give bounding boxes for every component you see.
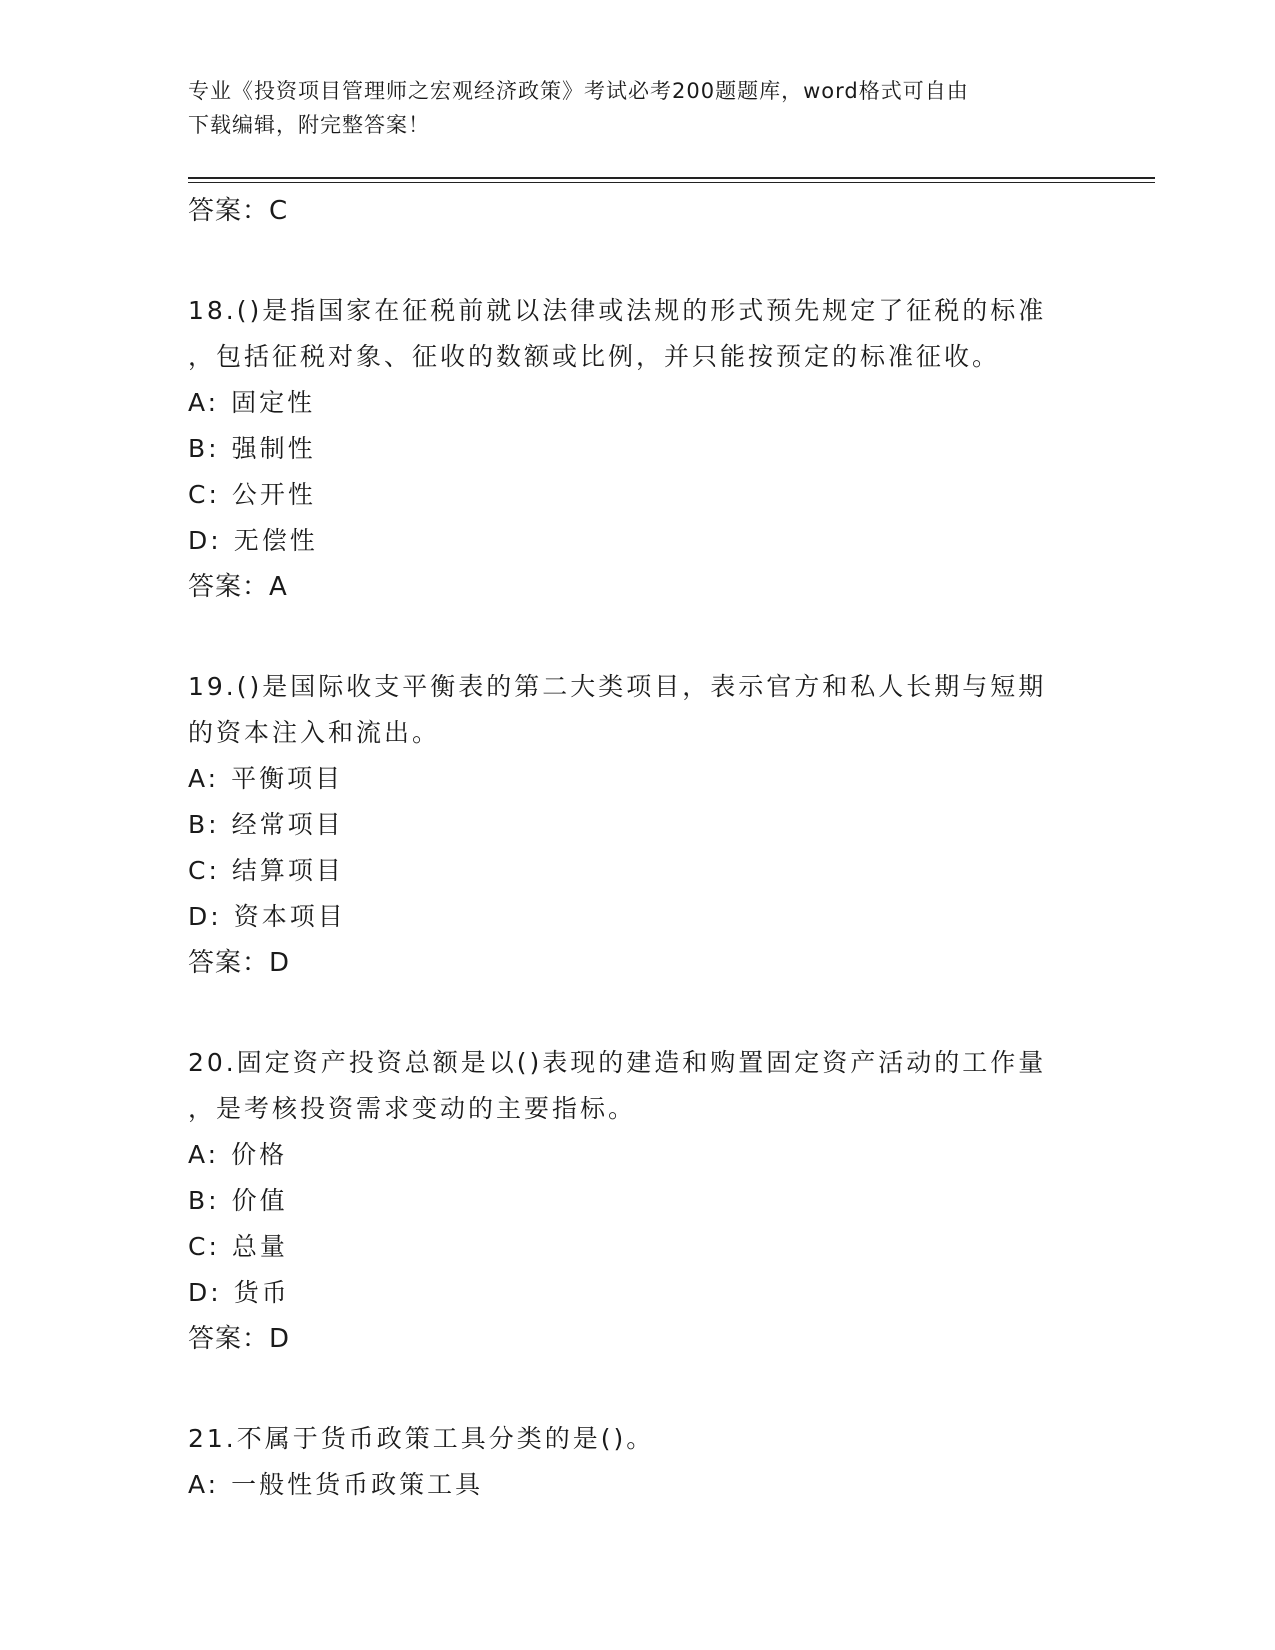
answer-label: 答案：A xyxy=(188,572,288,602)
question-18 xyxy=(188,288,1088,610)
option-c xyxy=(188,472,1088,518)
question-stem-line: 21.不属于货币政策工具分类的是()。 xyxy=(188,1424,655,1453)
option-text: 资本项目 xyxy=(233,902,346,931)
option-text: 经常项目 xyxy=(231,810,344,839)
option-key: C: xyxy=(188,480,220,509)
option-b xyxy=(188,1178,1088,1224)
document-header xyxy=(188,74,1088,142)
option-a xyxy=(188,756,1088,802)
header-divider-thick xyxy=(188,177,1155,179)
option-key: D: xyxy=(188,526,222,555)
option-key: D: xyxy=(188,902,222,931)
option-a xyxy=(188,1132,1088,1178)
option-c xyxy=(188,848,1088,894)
option-d xyxy=(188,1270,1088,1316)
option-a xyxy=(188,380,1088,426)
option-key: C: xyxy=(188,1232,220,1261)
option-key: C: xyxy=(188,856,220,885)
answer-label: 答案：D xyxy=(188,1324,291,1354)
option-text: 价值 xyxy=(231,1186,288,1215)
question-stem-line: 19.()是国际收支平衡表的第二大类项目，表示官方和私人长期与短期 xyxy=(188,672,1047,701)
option-b xyxy=(188,426,1088,472)
option-text: 公开性 xyxy=(231,480,316,509)
option-text: 一般性货币政策工具 xyxy=(231,1470,484,1499)
option-key: D: xyxy=(188,1278,222,1307)
option-text: 总量 xyxy=(231,1232,288,1261)
header-divider-thin xyxy=(188,182,1155,183)
header-line-1: 专业《投资项目管理师之宏观经济政策》考试必考200题题库，word格式可自由 xyxy=(188,79,969,103)
option-text: 价格 xyxy=(231,1140,288,1169)
option-c xyxy=(188,1224,1088,1270)
question-stem-line: 20.固定资产投资总额是以()表现的建造和购置固定资产活动的工作量 xyxy=(188,1048,1047,1077)
question-stem-line: 的资本注入和流出。 xyxy=(188,718,441,747)
option-d xyxy=(188,894,1088,940)
option-key: A: xyxy=(188,1140,220,1169)
question-stem-line: ，是考核投资需求变动的主要指标。 xyxy=(188,1094,637,1123)
question-21 xyxy=(188,1416,1088,1508)
option-key: A: xyxy=(188,388,220,417)
option-key: B: xyxy=(188,1186,220,1215)
question-stem-line: ，包括征税对象、征收的数额或比例，并只能按预定的标准征收。 xyxy=(188,342,1001,371)
option-text: 强制性 xyxy=(231,434,316,463)
previous-answer: 答案：C xyxy=(188,196,289,226)
option-key: B: xyxy=(188,810,220,839)
option-text: 结算项目 xyxy=(231,856,344,885)
option-text: 无偿性 xyxy=(233,526,318,555)
option-text: 固定性 xyxy=(231,388,316,417)
answer-label: 答案：D xyxy=(188,948,291,978)
option-a xyxy=(188,1462,1088,1508)
question-stem-line: 18.()是指国家在征税前就以法律或法规的形式预先规定了征税的标准 xyxy=(188,296,1047,325)
option-text: 货币 xyxy=(233,1278,290,1307)
option-d xyxy=(188,518,1088,564)
question-20 xyxy=(188,1040,1088,1362)
question-19 xyxy=(188,664,1088,986)
option-b xyxy=(188,802,1088,848)
option-text: 平衡项目 xyxy=(231,764,344,793)
option-key: A: xyxy=(188,1470,220,1499)
option-key: A: xyxy=(188,764,220,793)
document-body xyxy=(188,188,1088,1508)
option-key: B: xyxy=(188,434,220,463)
header-line-2: 下载编辑，附完整答案！ xyxy=(188,113,430,137)
